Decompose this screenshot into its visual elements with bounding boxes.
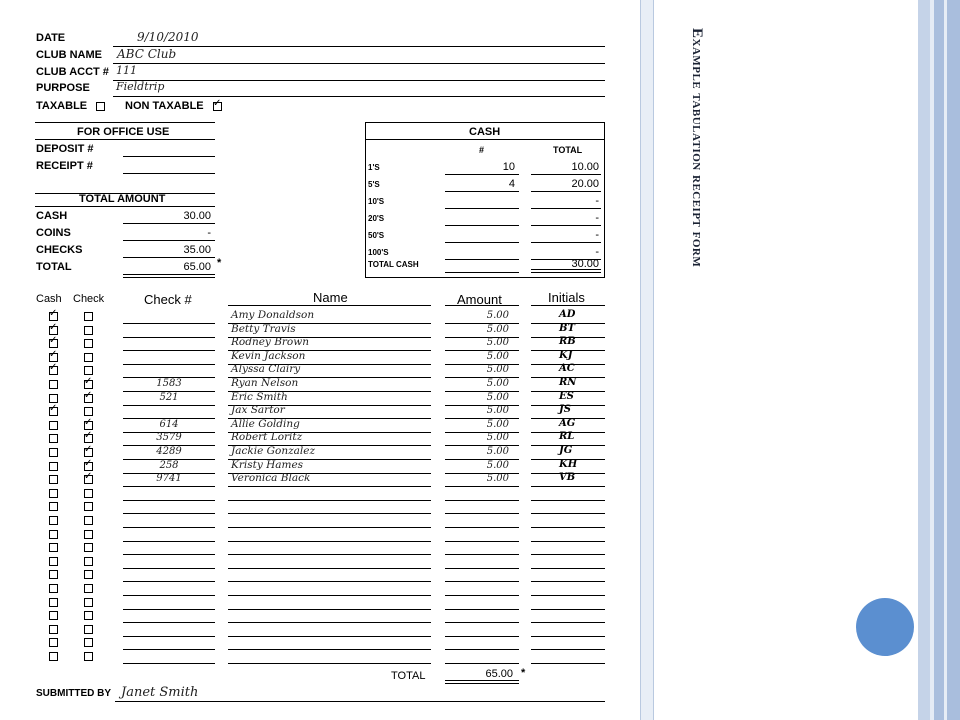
check-checkbox[interactable] <box>84 339 93 348</box>
check-checkbox[interactable] <box>84 516 93 525</box>
check-num-line <box>123 649 215 650</box>
cash-row-total-line <box>531 242 601 243</box>
initials-value: ES <box>559 390 574 402</box>
name-line <box>228 554 431 555</box>
check-mark-icon: ✓ <box>84 444 93 455</box>
cash-row-count: 4 <box>508 178 515 190</box>
cash-total-count-line <box>445 272 519 273</box>
office-use-title-line <box>35 139 215 140</box>
name-line <box>228 581 431 582</box>
check-num-line <box>123 364 215 365</box>
cash-row-total: 10.00 <box>571 161 599 173</box>
check-num-line <box>123 541 215 542</box>
amount-line <box>445 527 519 528</box>
initials-value: VB <box>559 472 576 484</box>
cash-total-value: 30.00 <box>571 258 599 270</box>
submitted-by-label: SUBMITTED BY <box>36 688 111 699</box>
amount-value: 5.00 <box>486 323 509 335</box>
amount-value: 5.00 <box>486 337 509 349</box>
check-mark-icon: ✓ <box>84 389 93 401</box>
cash-row-count: 10 <box>502 161 515 173</box>
submitted-by-line <box>115 701 605 702</box>
cash-checkbox[interactable] <box>49 421 58 430</box>
amount-value: 5.00 <box>486 446 509 457</box>
cash-col-total: TOTAL <box>553 145 583 155</box>
cash-checkbox[interactable] <box>49 611 58 620</box>
taxable-checkbox[interactable] <box>96 102 105 111</box>
initials-value: AD <box>559 309 576 320</box>
cash-row-total-line <box>531 174 601 175</box>
name-line <box>228 500 431 501</box>
cash-checkbox[interactable] <box>49 434 58 443</box>
check-checkbox[interactable] <box>84 457 93 471</box>
check-mark-icon: ✓ <box>84 471 93 483</box>
col-check-num-header: Check # <box>144 292 192 307</box>
cash-checkbox[interactable] <box>49 348 58 362</box>
check-checkbox[interactable] <box>84 584 93 593</box>
initials-value: RL <box>559 431 575 443</box>
check-mark-icon: ✓ <box>213 98 222 109</box>
check-checkbox[interactable] <box>84 638 93 647</box>
name-value: Robert Loritz <box>231 431 303 444</box>
club-acct-value: 111 <box>116 64 137 77</box>
check-checkbox[interactable] <box>84 598 93 607</box>
col-cash-header: Cash <box>36 293 62 305</box>
name-value: Jax Sartor <box>231 404 285 417</box>
check-num-line <box>123 405 215 406</box>
check-num-line <box>123 337 215 338</box>
name-line <box>228 663 431 664</box>
check-checkbox[interactable] <box>84 489 93 498</box>
check-num-line <box>123 568 215 569</box>
total-amount-row-label: CHECKS <box>36 244 83 256</box>
name-value: Jackie Gonzalez <box>231 445 315 457</box>
taxable-label: TAXABLE <box>36 100 88 112</box>
check-num-value: 521 <box>159 391 179 403</box>
name-value: Amy Donaldson <box>231 309 315 321</box>
initials-line <box>531 541 605 542</box>
col-name-header: Name <box>313 290 348 305</box>
cash-total-label: TOTAL CASH <box>368 260 419 269</box>
amount-line <box>445 554 519 555</box>
initials-value: AC <box>559 363 575 375</box>
amount-value: 5.00 <box>486 432 509 444</box>
check-checkbox[interactable] <box>84 543 93 552</box>
cash-checkbox[interactable] <box>49 475 58 484</box>
initials-line <box>531 513 605 514</box>
check-mark-icon: ✓ <box>84 376 93 387</box>
cash-checkbox[interactable] <box>49 489 58 498</box>
check-checkbox[interactable] <box>84 611 93 620</box>
name-header-line <box>228 305 431 306</box>
check-num-line <box>123 527 215 528</box>
receipt-form <box>13 22 623 720</box>
initials-line <box>531 663 605 664</box>
cash-row-count-line <box>445 259 519 260</box>
name-line <box>228 609 431 610</box>
initials-line <box>531 500 605 501</box>
initials-line <box>531 486 605 487</box>
cash-checkbox[interactable] <box>49 308 58 321</box>
total-amount-asterisk: * <box>217 257 222 269</box>
initials-value: AG <box>559 417 576 429</box>
total-amount-row-label: TOTAL <box>36 261 72 273</box>
name-line <box>228 622 431 623</box>
name-value: Veronica Black <box>231 472 311 485</box>
amount-line <box>445 636 519 637</box>
amount-header-line <box>445 305 519 306</box>
table-total-value: 65.00 <box>485 668 513 680</box>
non-taxable-label: NON TAXABLE <box>125 100 204 112</box>
initials-line <box>531 636 605 637</box>
check-checkbox[interactable] <box>84 416 93 430</box>
check-checkbox[interactable] <box>84 326 93 335</box>
check-mark-icon: ✓ <box>49 335 58 347</box>
check-num-line <box>123 500 215 501</box>
cash-checkbox[interactable] <box>49 516 58 525</box>
name-line <box>228 541 431 542</box>
slide-right-bar-1 <box>918 0 930 720</box>
purpose-value: Fieldtrip <box>116 80 165 93</box>
club-name-line <box>113 63 605 64</box>
cash-row-label: 1'S <box>368 163 380 172</box>
cash-row-total-line <box>531 208 601 209</box>
check-num-line <box>123 323 215 324</box>
cash-row-count-line <box>445 242 519 243</box>
purpose-line <box>113 96 605 97</box>
name-line <box>228 636 431 637</box>
cash-row-label: 50'S <box>368 231 385 240</box>
club-name-label: CLUB NAME <box>36 49 102 61</box>
cash-title: CASH <box>469 126 501 138</box>
cash-checkbox[interactable] <box>49 638 58 647</box>
amount-line <box>445 541 519 542</box>
club-acct-line <box>113 80 605 81</box>
slide-right-bar-3 <box>934 0 960 720</box>
table-total-line-b <box>445 683 519 684</box>
check-checkbox[interactable] <box>84 502 93 511</box>
cash-row-total: - <box>595 229 599 241</box>
cash-row-label: 10'S <box>368 197 385 206</box>
initials-line <box>531 609 605 610</box>
amount-value: 5.00 <box>486 473 509 485</box>
amount-value: 5.00 <box>486 378 509 389</box>
name-line <box>228 649 431 650</box>
cash-total-line-b <box>531 272 601 273</box>
cash-title-line <box>365 139 605 140</box>
cash-row-total: 20.00 <box>571 178 599 190</box>
date-line <box>113 46 605 47</box>
cash-row-count-line <box>445 191 519 192</box>
amount-value: 5.00 <box>486 350 509 362</box>
cash-row-label: 5'S <box>368 180 380 189</box>
check-checkbox[interactable] <box>84 376 93 389</box>
office-use-top-line <box>35 122 215 123</box>
name-value: Kristy Hames <box>231 458 304 471</box>
cash-checkbox[interactable] <box>49 380 58 389</box>
deposit-line <box>123 156 215 157</box>
cash-checkbox[interactable] <box>49 584 58 593</box>
cash-checkbox[interactable] <box>49 335 58 348</box>
date-label: DATE <box>36 32 66 44</box>
check-mark-icon: ✓ <box>49 348 58 360</box>
initials-header-line <box>531 305 605 306</box>
amount-value: 5.00 <box>486 364 509 376</box>
amount-line <box>445 568 519 569</box>
amount-line <box>445 622 519 623</box>
cash-row-total-line <box>531 191 601 192</box>
total-amount-title: TOTAL AMOUNT <box>79 193 166 205</box>
cash-checkbox[interactable] <box>49 625 58 634</box>
initials-line <box>531 595 605 596</box>
cash-row-count-line <box>445 208 519 209</box>
name-line <box>228 513 431 514</box>
total-amount-row-line <box>123 257 215 258</box>
check-num-line <box>123 622 215 623</box>
club-name-value: ABC Club <box>117 47 177 61</box>
initials-line <box>531 581 605 582</box>
cash-checkbox[interactable] <box>49 543 58 552</box>
name-line <box>228 486 431 487</box>
col-check-header: Check <box>73 293 105 305</box>
name-value: Alyssa Clairy <box>231 363 301 376</box>
name-value: Ryan Nelson <box>231 377 299 389</box>
check-checkbox[interactable] <box>84 353 93 362</box>
amount-value: 5.00 <box>486 310 509 321</box>
check-num-line <box>123 663 215 664</box>
check-num-value: 614 <box>159 418 179 430</box>
check-checkbox[interactable] <box>84 570 93 579</box>
cash-row-total: - <box>595 246 599 258</box>
cash-row-total: - <box>595 212 599 224</box>
total-amount-row-value: 65.00 <box>183 261 211 273</box>
initials-line <box>531 554 605 555</box>
initials-value: BT <box>559 322 575 334</box>
check-num-value: 3579 <box>156 432 182 444</box>
check-mark-icon: ✓ <box>49 308 58 319</box>
amount-value: 5.00 <box>486 405 509 417</box>
initials-line <box>531 568 605 569</box>
cash-row-total: - <box>595 195 599 207</box>
cash-checkbox[interactable] <box>49 652 58 661</box>
table-total-asterisk: * <box>521 667 526 679</box>
check-checkbox[interactable] <box>84 625 93 634</box>
name-value: Betty Travis <box>231 322 296 335</box>
amount-line <box>445 500 519 501</box>
initials-line <box>531 649 605 650</box>
receipt-label: RECEIPT # <box>36 160 93 172</box>
col-amount-header: Amount <box>457 292 502 307</box>
check-checkbox[interactable] <box>84 652 93 661</box>
check-num-value: 9741 <box>156 473 182 485</box>
check-checkbox[interactable] <box>84 312 93 321</box>
cash-checkbox[interactable] <box>49 502 58 511</box>
cash-row-label: 100'S <box>368 248 389 257</box>
check-checkbox[interactable] <box>84 389 93 403</box>
check-checkbox[interactable] <box>84 407 93 416</box>
total-amount-row-value: 30.00 <box>183 210 211 222</box>
cash-row-total-line <box>531 225 601 226</box>
name-line <box>228 595 431 596</box>
amount-line <box>445 486 519 487</box>
total-amount-row-label: CASH <box>36 210 68 222</box>
cash-checkbox[interactable] <box>49 321 58 335</box>
check-num-line <box>123 554 215 555</box>
check-num-line <box>123 486 215 487</box>
initials-value: JS <box>559 404 571 416</box>
date-value: 9/10/2010 <box>137 30 199 44</box>
check-checkbox[interactable] <box>84 444 93 457</box>
check-num-line <box>123 636 215 637</box>
table-total-line-a <box>445 680 519 681</box>
check-checkbox[interactable] <box>84 366 93 375</box>
col-initials-header: Initials <box>548 290 585 305</box>
check-mark-icon: ✓ <box>49 362 58 374</box>
deposit-label: DEPOSIT # <box>36 143 94 155</box>
cash-checkbox[interactable] <box>49 403 58 416</box>
check-checkbox[interactable] <box>84 471 93 484</box>
total-amount-row-line <box>123 223 215 224</box>
office-use-title: FOR OFFICE USE <box>77 126 170 138</box>
cash-checkbox[interactable] <box>49 557 58 566</box>
check-mark-icon: ✓ <box>84 416 93 428</box>
total-amount-row-value: 35.00 <box>183 244 211 256</box>
check-mark-icon: ✓ <box>84 430 93 442</box>
check-num-line <box>123 595 215 596</box>
check-checkbox[interactable] <box>84 530 93 539</box>
slide-left-divider <box>640 0 654 720</box>
receipt-line <box>123 173 215 174</box>
check-mark-icon: ✓ <box>84 457 93 469</box>
check-mark-icon: ✓ <box>49 403 58 415</box>
name-value: Allie Golding <box>231 417 300 430</box>
cash-row-count-line <box>445 174 519 175</box>
amount-line <box>445 581 519 582</box>
cash-checkbox[interactable] <box>49 462 58 471</box>
initials-value: KJ <box>559 349 573 361</box>
initials-line <box>531 622 605 623</box>
name-value: Eric Smith <box>231 390 288 403</box>
cash-checkbox[interactable] <box>49 394 58 403</box>
cash-checkbox[interactable] <box>49 598 58 607</box>
total-amount-row-label: COINS <box>36 227 71 239</box>
check-num-value: 1583 <box>156 378 182 389</box>
cash-row-count-line <box>445 225 519 226</box>
total-amount-row-double-line <box>123 277 215 278</box>
initials-value: RN <box>559 377 577 388</box>
check-checkbox[interactable] <box>84 557 93 566</box>
amount-value: 5.00 <box>486 459 509 471</box>
check-checkbox[interactable] <box>84 430 93 443</box>
submitted-by-value: Janet Smith <box>121 685 199 700</box>
amount-value: 5.00 <box>486 418 509 430</box>
name-value: Kevin Jackson <box>231 349 306 362</box>
cash-checkbox[interactable] <box>49 362 58 375</box>
cash-row-label: 20'S <box>368 214 385 223</box>
cash-checkbox[interactable] <box>49 530 58 539</box>
total-amount-row-line <box>123 240 215 241</box>
table-total-label: TOTAL <box>391 670 426 682</box>
name-value: Rodney Brown <box>231 336 310 349</box>
name-line <box>228 527 431 528</box>
amount-value: 5.00 <box>486 391 509 403</box>
total-amount-row-value: - <box>207 227 211 239</box>
amount-line <box>445 513 519 514</box>
cash-col-count: # <box>479 145 485 155</box>
check-mark-icon: ✓ <box>49 321 58 333</box>
decorative-circle <box>856 598 914 656</box>
slide-title: Example tabulation receipt form <box>689 28 705 268</box>
check-num-line <box>123 513 215 514</box>
total-amount-row-line <box>123 274 215 275</box>
slide-right-bar-4 <box>944 0 947 720</box>
initials-value: KH <box>559 458 578 470</box>
initials-value: RB <box>559 336 576 348</box>
club-acct-label: CLUB ACCT # <box>36 66 109 78</box>
amount-line <box>445 663 519 664</box>
non-taxable-checkbox[interactable] <box>213 98 222 111</box>
purpose-label: PURPOSE <box>36 82 90 94</box>
amount-line <box>445 649 519 650</box>
initials-value: JG <box>559 445 573 456</box>
check-num-line <box>123 350 215 351</box>
check-num-line <box>123 609 215 610</box>
check-num-value: 258 <box>159 459 179 471</box>
amount-line <box>445 609 519 610</box>
cash-checkbox[interactable] <box>49 448 58 457</box>
name-line <box>228 568 431 569</box>
cash-checkbox[interactable] <box>49 570 58 579</box>
check-num-value: 4289 <box>156 446 182 457</box>
amount-line <box>445 595 519 596</box>
check-num-line <box>123 581 215 582</box>
total-amount-title-line <box>35 206 215 207</box>
initials-line <box>531 527 605 528</box>
